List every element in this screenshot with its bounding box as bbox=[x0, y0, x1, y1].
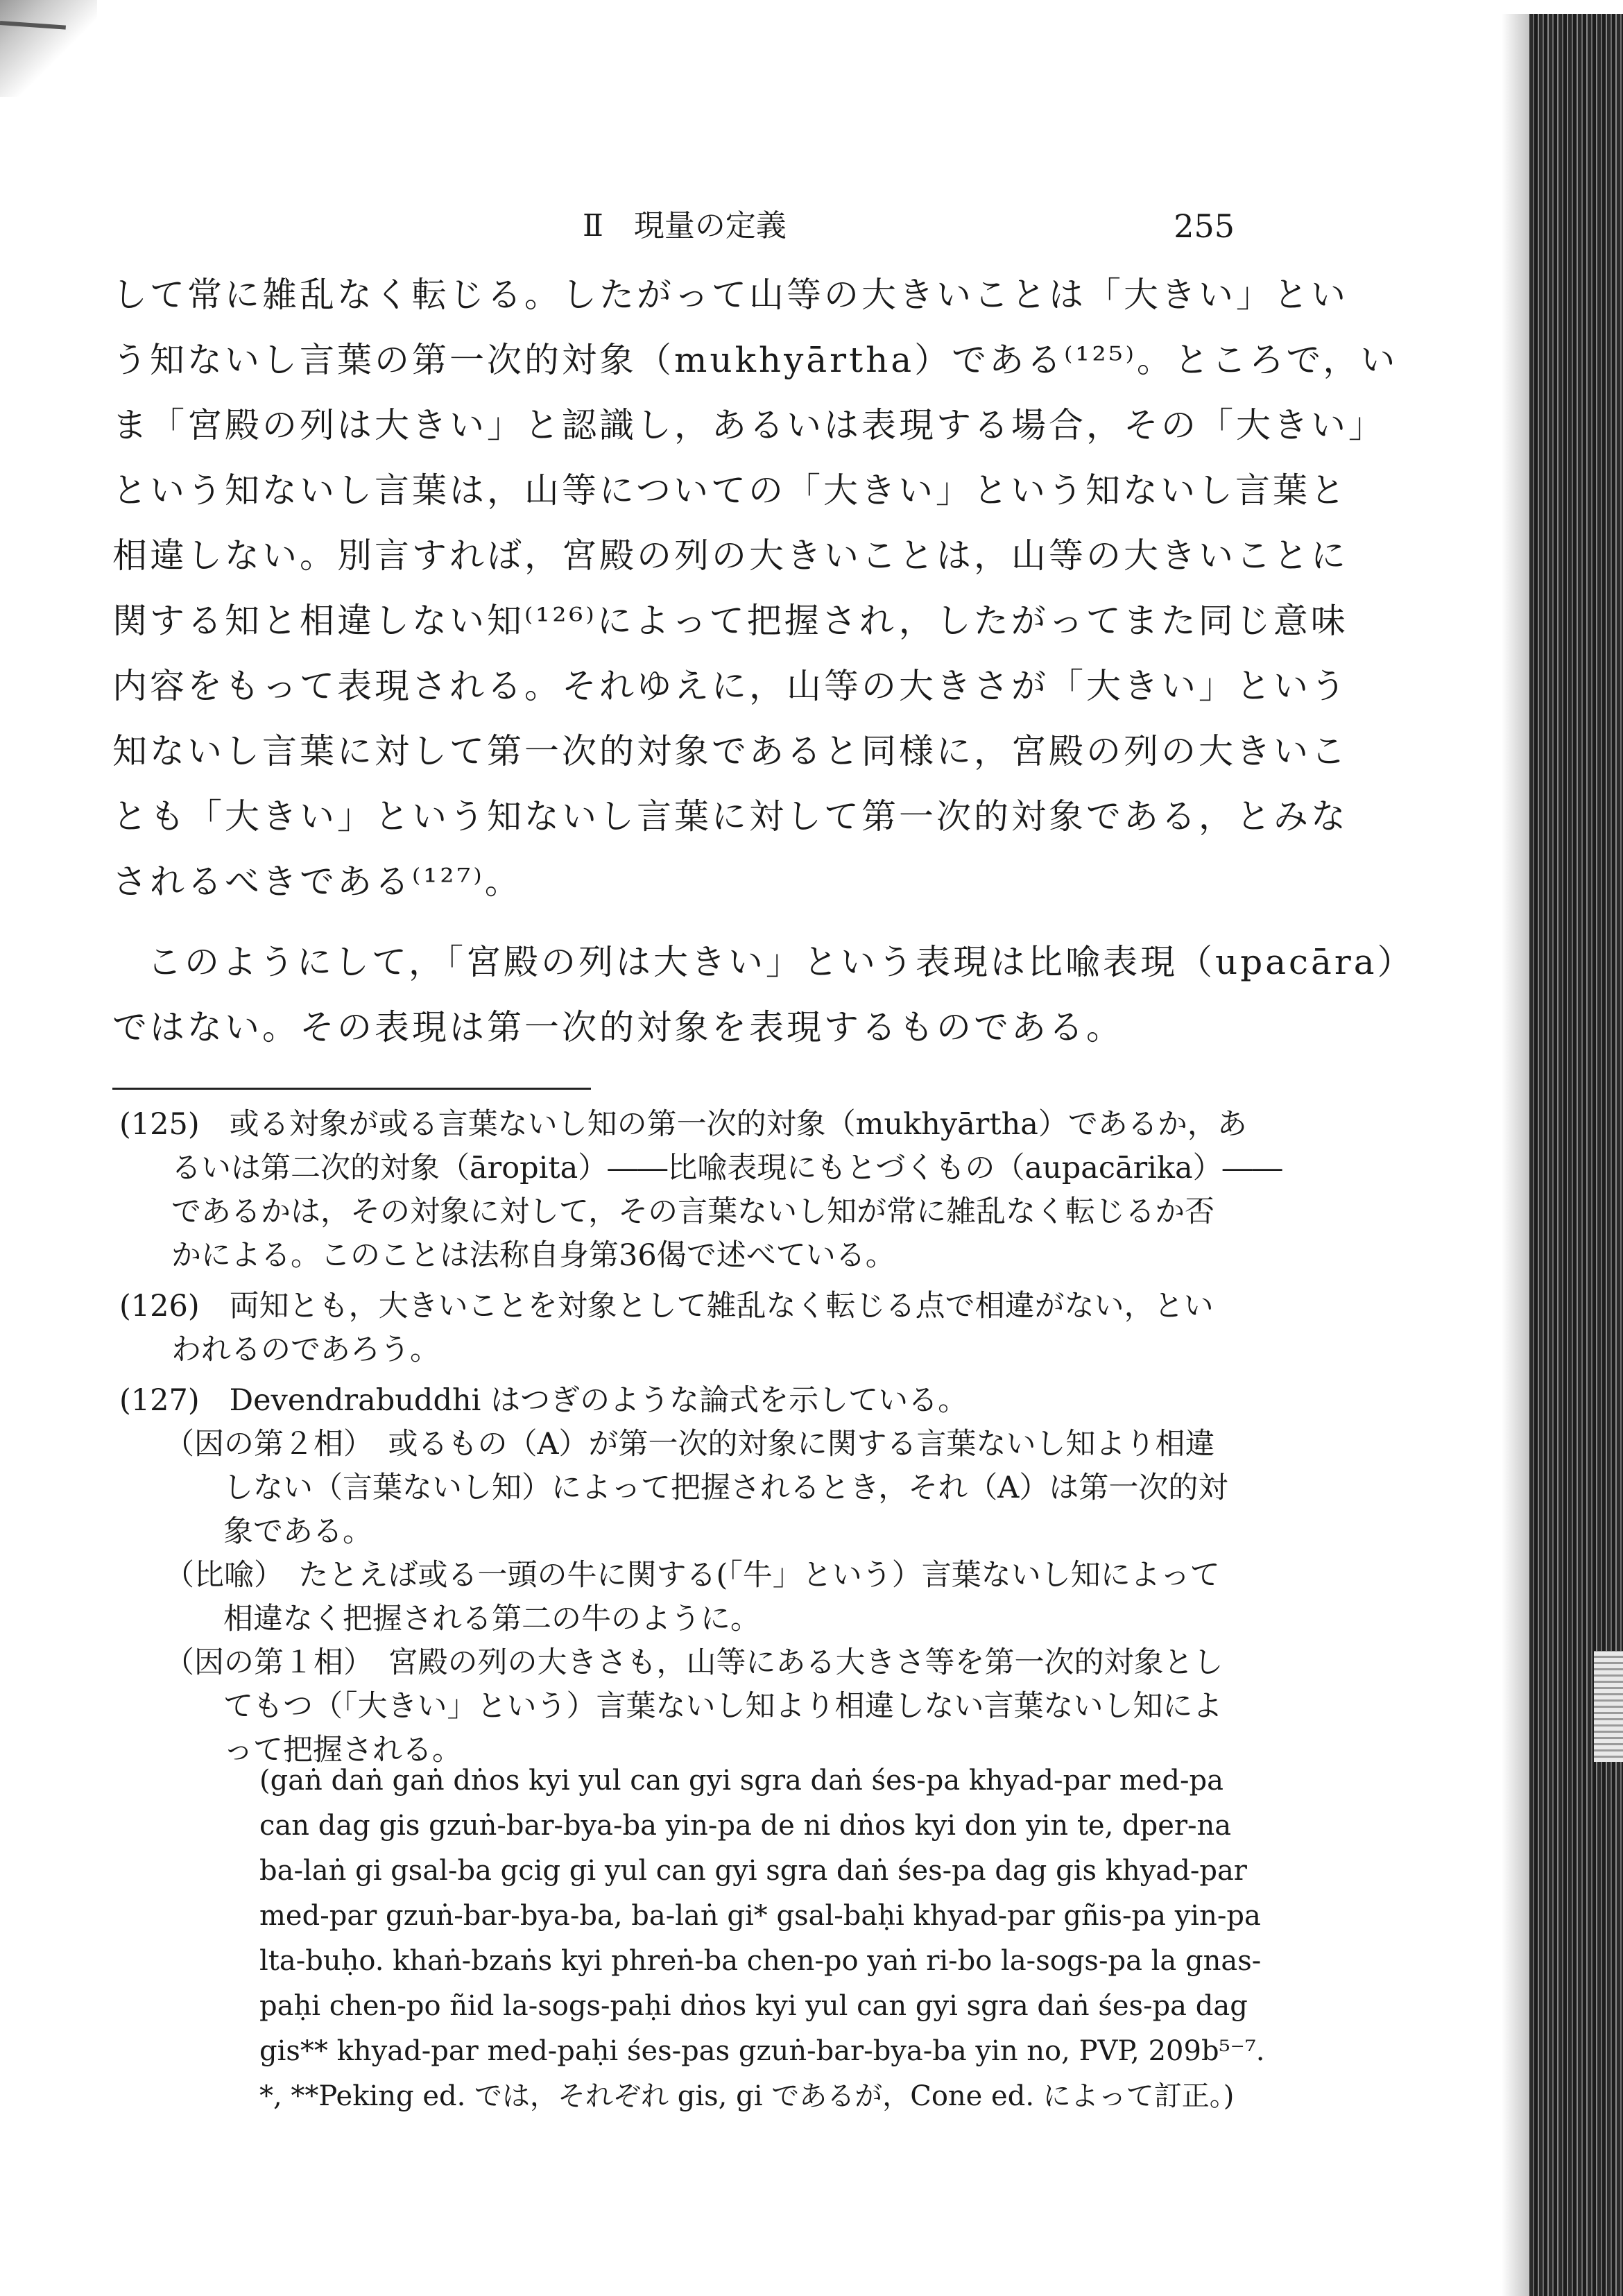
tibetan-line: lta-buḥo. khaṅ-bzaṅs kyi phreṅ-ba chen-po yaṅ ri-bo la-sogs-pa la gnas- bbox=[259, 1945, 1262, 1977]
text-line: 相違しない。別言すれば，宮殿の列の大きいことは，山等の大きいことに bbox=[112, 536, 1348, 576]
page-corner-shadow bbox=[0, 0, 97, 97]
main-text bbox=[112, 262, 1415, 1060]
page-number: 255 bbox=[1174, 207, 1235, 245]
text-line: う知ないし言葉の第一次的対象（mukhyārtha）である⁽¹²⁵⁾。ところで，い bbox=[112, 340, 1398, 380]
text-line: 内容をもって表現される。それゆえに，山等の大きさが「大きい」という bbox=[112, 666, 1348, 706]
spine-tab-mark bbox=[1594, 1651, 1623, 1762]
text-line: ま「宮殿の列は大きい」と認識し，あるいは表現する場合，その「大きい」 bbox=[112, 405, 1386, 445]
syllogism-reason2-line: （因の第２相） 或るもの（A）が第一次的対象に関する言葉ないし知より相違 bbox=[164, 1427, 1215, 1462]
tibetan-line: *, **Peking ed. では，それぞれ gis, gi であるが，Cone ed. によって訂正。) bbox=[259, 2080, 1235, 2112]
syllogism-example-line: （比喩） たとえば或る一頭の牛に関する(「牛」という）言葉ないし知によって bbox=[164, 1558, 1220, 1593]
paragraph-line: ではない。その表現は第一次的対象を表現するものである。 bbox=[112, 1007, 1124, 1047]
text-line: して常に雑乱なく転じる。したがって山等の大きいことは「大きい」とい bbox=[112, 275, 1348, 315]
syllogism-reason2-line: 象である。 bbox=[223, 1514, 372, 1549]
book-spine-edge bbox=[1529, 14, 1623, 2296]
syllogism-reason1-line: （因の第１相） 宮殿の列の大きさも，山等にある大きさ等を第一次的対象とし bbox=[164, 1645, 1223, 1680]
spine-shadow bbox=[1502, 14, 1533, 2296]
tibetan-line: (gaṅ daṅ gaṅ dṅos kyi yul can gyi sgra daṅ śes-pa khyad-par med-pa bbox=[259, 1765, 1223, 1797]
tibetan-line: can dag gis gzuṅ-bar-bya-ba yin-pa de ni dṅos kyi don yin te, dper-na bbox=[259, 1810, 1232, 1842]
text-line: とも「大きい」という知ないし言葉に対して第一次的対象である，とみな bbox=[112, 796, 1348, 837]
footnote-125-line: であるかは，その対象に対して，その言葉ないし知が常に雑乱なく転じるか否 bbox=[171, 1194, 1215, 1229]
tibetan-line: med-par gzuṅ-bar-bya-ba, ba-laṅ gi* gsal-baḥi khyad-par gñis-pa yin-pa bbox=[259, 1900, 1261, 1932]
footnote-127-line: (127) Devendrabuddhi はつぎのような論式を示している。 bbox=[119, 1383, 968, 1418]
footnote-125-line: (125) 或る対象が或る言葉ないし知の第一次的対象（mukhyārtha）であるか，あ bbox=[119, 1107, 1247, 1142]
footnote-126-line: われるのであろう。 bbox=[171, 1333, 440, 1367]
footnote-125-line: るいは第二次的対象（āropita）――比喩表現にもとづくもの（aupacārika）―― bbox=[171, 1151, 1282, 1185]
tibetan-quotation bbox=[161, 1758, 1265, 2119]
running-header bbox=[583, 205, 1235, 247]
tibetan-line: ba-laṅ gi gsal-ba gcig gi yul can gyi sgra daṅ śes-pa dag gis khyad-par bbox=[259, 1855, 1247, 1887]
syllogism-reason1-line: てもつ（「大きい」という）言葉ないし知より相違しない言葉ないし知によ bbox=[223, 1689, 1223, 1724]
syllogism-reason1-line: って把握される。 bbox=[223, 1733, 462, 1767]
footnote-125-line: かによる。このことは法称自身第36偈で述べている。 bbox=[171, 1238, 895, 1273]
syllogism-example-line: 相違なく把握される第二の牛のように。 bbox=[223, 1602, 760, 1636]
text-line: という知ないし言葉は，山等についての「大きい」という知ないし言葉と bbox=[112, 470, 1348, 511]
syllogism-reason2-line: しない（言葉ないし知）によって把握されるとき，それ（A）は第一次的対 bbox=[223, 1471, 1228, 1505]
footnotes bbox=[119, 1103, 1282, 1772]
paragraph-line: このようにして，「宮殿の列は大きい」という表現は比喩表現（upacāra） bbox=[147, 942, 1415, 982]
footnote-126-line: (126) 両知とも，大きいことを対象として雑乱なく転じる点で相違がない，とい bbox=[119, 1289, 1214, 1323]
footnote-divider bbox=[112, 1088, 591, 1090]
section-title: Ⅱ 現量の定義 bbox=[583, 208, 787, 243]
tibetan-line: paḥi chen-po ñid la-sogs-paḥi dṅos kyi yul can gyi sgra daṅ śes-pa dag bbox=[259, 1990, 1248, 2022]
text-line: 知ないし言葉に対して第一次的対象であると同様に，宮殿の列の大きいこ bbox=[112, 731, 1348, 771]
text-line: されるべきである⁽¹²⁷⁾。 bbox=[112, 862, 522, 902]
tibetan-line: gis** khyad-par med-paḥi śes-pas gzuṅ-bar-bya-ba yin no, PVP, 209b⁵⁻⁷. bbox=[259, 2035, 1265, 2067]
text-line: 関する知と相違しない知⁽¹²⁶⁾によって把握され，したがってまた同じ意味 bbox=[112, 601, 1348, 641]
